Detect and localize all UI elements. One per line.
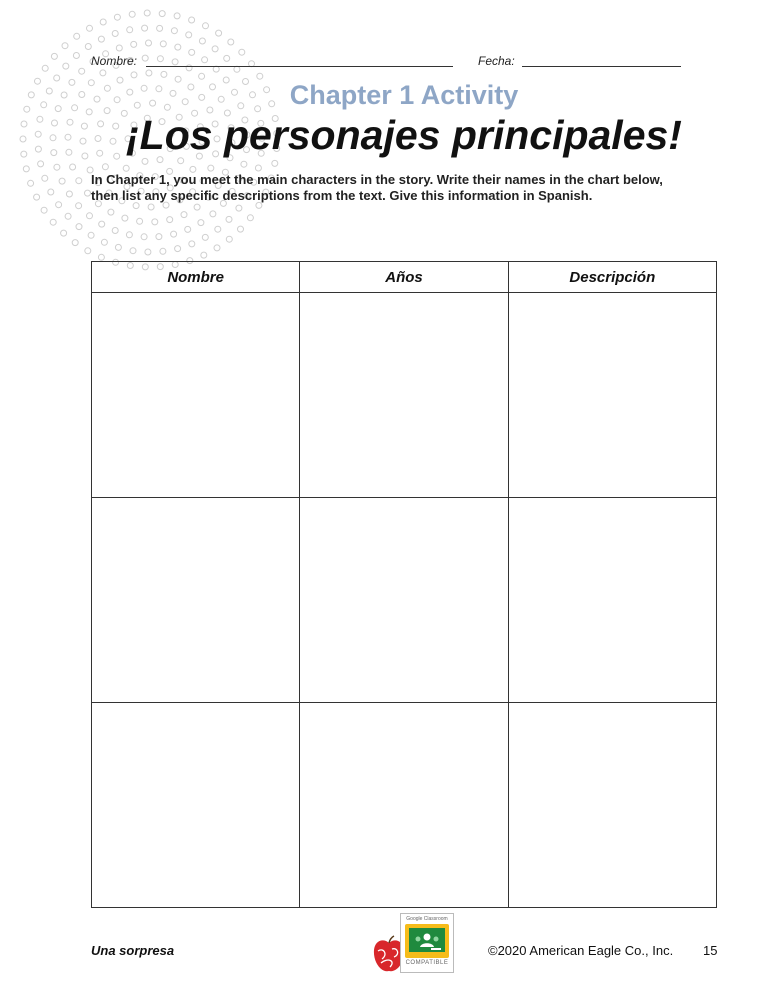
decorative-dot xyxy=(34,194,40,200)
table-row xyxy=(92,498,717,703)
decorative-dot xyxy=(88,232,94,238)
decorative-dot xyxy=(108,209,114,215)
decorative-dot xyxy=(171,231,177,237)
decorative-dot xyxy=(175,44,181,50)
decorative-dot xyxy=(98,36,104,42)
decorative-dot xyxy=(145,249,151,255)
google-classroom-badge xyxy=(372,913,457,975)
nombre-cell[interactable] xyxy=(92,703,300,908)
anos-cell[interactable] xyxy=(300,703,508,908)
classroom-board-icon xyxy=(405,924,449,958)
decorative-dot xyxy=(99,221,105,227)
decorative-dot xyxy=(28,180,34,186)
decorative-dot xyxy=(87,213,93,219)
decorative-dot xyxy=(131,41,137,47)
people-icon xyxy=(409,928,445,952)
decorative-dot xyxy=(210,211,216,217)
instructions-line-1: In Chapter 1, you meet the main characters in the story. Write their names in the chart below, xyxy=(91,172,663,187)
decorative-dot xyxy=(41,207,47,213)
decorative-dot xyxy=(161,71,167,77)
decorative-dot xyxy=(202,234,208,240)
decorative-dot xyxy=(212,46,218,52)
decorative-dot xyxy=(76,203,82,209)
instructions-line-2: then list any specific descriptions from the text. Give this information in Spanish. xyxy=(91,188,593,203)
decorative-dot xyxy=(241,161,247,167)
decorative-dot xyxy=(115,244,121,250)
decorative-dot xyxy=(131,72,137,78)
decorative-dot xyxy=(70,164,76,170)
descripcion-cell[interactable] xyxy=(508,293,716,498)
decorative-dot xyxy=(175,246,181,252)
descripcion-cell[interactable] xyxy=(508,498,716,703)
decorative-dot xyxy=(73,53,79,59)
decorative-dot xyxy=(201,252,207,258)
decorative-dot xyxy=(199,38,205,44)
decorative-dot xyxy=(159,11,165,17)
decorative-dot xyxy=(174,13,180,19)
table-row xyxy=(92,293,717,498)
decorative-dot xyxy=(38,161,44,167)
page-title: ¡Los personajes principales! xyxy=(126,112,682,158)
chapter-subtitle: Chapter 1 Activity xyxy=(289,80,519,110)
table-row xyxy=(92,703,717,908)
decorative-dot xyxy=(112,228,118,234)
column-header-descripcion: Descripción xyxy=(508,262,716,293)
nombre-cell[interactable] xyxy=(92,293,300,498)
decorative-dot xyxy=(214,245,220,251)
decorative-dot xyxy=(142,158,148,164)
decorative-dot xyxy=(198,220,204,226)
page-number: 15 xyxy=(703,943,718,958)
decorative-dot xyxy=(255,165,261,171)
decorative-dot xyxy=(51,53,57,59)
copyright: ©2020 American Eagle Co., Inc. xyxy=(488,943,674,958)
decorative-dot xyxy=(42,65,48,71)
decorative-dot xyxy=(228,39,234,45)
decorative-dot xyxy=(272,160,278,166)
anos-cell[interactable] xyxy=(300,293,508,498)
decorative-dot xyxy=(146,70,152,76)
decorative-dot xyxy=(100,19,106,25)
decorative-dot xyxy=(79,68,85,74)
decorative-dot xyxy=(181,212,187,218)
decorative-dot xyxy=(203,23,209,29)
decorative-dot xyxy=(74,33,80,39)
decorative-dot xyxy=(156,234,162,240)
column-header-nombre: Nombre xyxy=(92,262,300,293)
decorative-dot xyxy=(101,239,107,245)
anos-cell[interactable] xyxy=(300,498,508,703)
decorative-dot xyxy=(76,224,82,230)
decorative-dot xyxy=(142,25,148,31)
date-field[interactable] xyxy=(522,66,681,67)
decorative-dot xyxy=(126,232,132,238)
decorative-dot xyxy=(48,189,54,195)
descripcion-cell[interactable] xyxy=(508,703,716,908)
decorative-dot xyxy=(127,27,133,33)
characters-chart xyxy=(91,261,717,908)
classroom-badge-frame xyxy=(400,913,454,973)
decorative-dot xyxy=(100,70,106,76)
decorative-dot xyxy=(129,11,135,17)
decorative-dot xyxy=(72,240,78,246)
decorative-dot xyxy=(186,32,192,38)
badge-bottom-text: COMPATIBLE xyxy=(405,960,449,966)
name-label: Nombre: xyxy=(91,54,138,68)
decorative-dot xyxy=(141,234,147,240)
decorative-dot xyxy=(144,10,150,16)
decorative-dot xyxy=(226,216,232,222)
decorative-dot xyxy=(226,236,232,242)
decorative-dot xyxy=(199,73,205,79)
decorative-dot xyxy=(247,215,253,221)
decorative-dot xyxy=(171,28,177,34)
decorative-dot xyxy=(85,248,91,254)
decorative-dot xyxy=(23,166,29,172)
nombre-cell[interactable] xyxy=(92,498,300,703)
decorative-dot xyxy=(148,204,154,210)
decorative-dot xyxy=(63,63,69,69)
chart-header-row xyxy=(92,262,717,293)
decorative-dot xyxy=(167,217,173,223)
decorative-dot xyxy=(236,205,242,211)
decorative-dot xyxy=(87,25,93,31)
decorative-dot xyxy=(123,165,129,171)
decorative-dot xyxy=(50,219,56,225)
decorative-dot xyxy=(137,218,143,224)
decorative-dot xyxy=(194,204,200,210)
decorative-dot xyxy=(152,219,158,225)
decorative-dot xyxy=(157,25,163,31)
name-date-line xyxy=(91,52,691,70)
decorative-dot xyxy=(66,191,72,197)
decorative-dot xyxy=(112,31,118,37)
decorative-dot xyxy=(102,164,108,170)
decorative-dot xyxy=(54,164,60,170)
decorative-dot xyxy=(160,248,166,254)
decorative-dot xyxy=(85,44,91,50)
decorative-dot xyxy=(98,254,104,260)
date-label: Fecha: xyxy=(478,54,515,68)
decorative-dot xyxy=(146,40,152,46)
decorative-dot xyxy=(116,45,122,51)
decorative-dot xyxy=(185,226,191,232)
decorative-dot xyxy=(114,14,120,20)
decorative-dot xyxy=(216,30,222,36)
badge-top-text: Google Classroom xyxy=(406,916,448,922)
decorative-dot xyxy=(76,178,82,184)
instructions xyxy=(91,172,719,204)
name-field[interactable] xyxy=(146,66,453,67)
decorative-dot xyxy=(61,230,67,236)
decorative-dot xyxy=(257,73,263,79)
decorative-dot xyxy=(189,17,195,23)
decorative-dot xyxy=(62,43,68,49)
decorative-dot xyxy=(59,178,65,184)
decorative-dot xyxy=(160,41,166,47)
decorative-dot xyxy=(130,248,136,254)
decorative-dot xyxy=(65,213,71,219)
book-title: Una sorpresa xyxy=(91,943,175,958)
decorative-dot xyxy=(215,226,221,232)
decorative-dot xyxy=(42,175,48,181)
decorative-dot xyxy=(122,215,128,221)
decorative-dot xyxy=(85,190,91,196)
decorative-dot xyxy=(238,226,244,232)
decorative-dot xyxy=(208,165,214,171)
column-header-anos: Años xyxy=(300,262,508,293)
decorative-dot xyxy=(56,202,62,208)
decorative-dot xyxy=(189,241,195,247)
